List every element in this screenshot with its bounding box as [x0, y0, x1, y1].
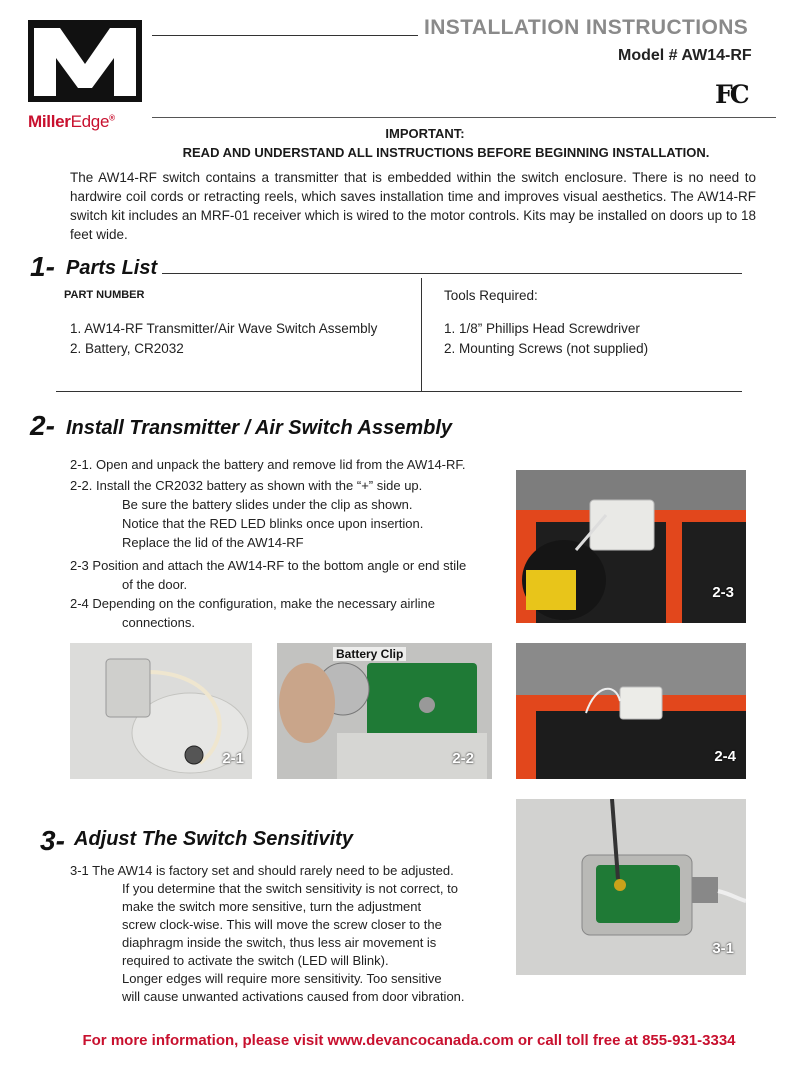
photo-2-1: [70, 643, 252, 779]
step-3-1-line: make the switch more sensitive, turn the adjustment: [122, 899, 422, 914]
section2-number: 2-: [30, 410, 55, 441]
part-item: 2. Battery, CR2032: [70, 341, 184, 356]
photo-label-2-3: 2-3: [712, 584, 734, 601]
section1-title: Parts List: [66, 257, 158, 279]
step-3-1-line: If you determine that the switch sensitivity is not correct, to: [122, 881, 458, 896]
photo-label-2-4: 2-4: [714, 748, 736, 765]
model-number: Model # AW14-RF: [618, 47, 752, 64]
tool-item: 1. 1/8” Phillips Head Screwdriver: [444, 321, 640, 336]
section3-number: 3-: [40, 825, 65, 856]
tool-item: 2. Mounting Screws (not supplied): [444, 341, 649, 356]
section2-title: Install Transmitter / Air Switch Assembly: [66, 417, 453, 439]
important-notice: READ AND UNDERSTAND ALL INSTRUCTIONS BEFORE BEGINNING INSTALLATION.: [182, 145, 710, 160]
photo-label-2-1: 2-1: [222, 750, 244, 767]
step-3-1-line: screw clock-wise. This will move the screw closer to the: [122, 917, 442, 932]
photo-label-2-2: 2-2: [452, 750, 474, 767]
column-divider: [421, 278, 422, 392]
section1-number: 1-: [30, 251, 55, 282]
step-2-1: 2-1. Open and unpack the battery and remove lid from the AW14-RF.: [70, 457, 466, 472]
section3-title: Adjust The Switch Sensitivity: [74, 828, 353, 850]
header-rule: [152, 117, 776, 118]
step-2-2-note: Notice that the RED LED blinks once upon insertion.: [122, 516, 424, 531]
step-3-1-line: Longer edges will require more sensitivity. Too sensitive: [122, 971, 442, 986]
parts-bottom-rule: [56, 391, 742, 392]
step-2-3-cont: of the door.: [122, 577, 188, 592]
part-item: 1. AW14-RF Transmitter/Air Wave Switch Assembly: [70, 321, 378, 336]
photo-label-3-1: 3-1: [712, 940, 734, 957]
step-2-3: 2-3 Position and attach the AW14-RF to the bottom angle or end stile: [70, 558, 467, 573]
battery-clip-label: Battery Clip: [333, 647, 406, 661]
intro-paragraph: The AW14-RF switch contains a transmitter that is embedded within the switch enclosure. There is no need to hardwire coil cords or retracting reels, which saves installation time and improves visual aesthetics. The AW14-RF switch kit includes an MRF-01 receiver which is wired to the motor controls. Kits may be installed on doors up to 18 feet wide.: [70, 170, 756, 242]
footer-contact: For more information, please visit www.devancocanada.com or call toll free at 855-931-3334: [82, 1032, 736, 1049]
section1-rule: [162, 273, 742, 274]
photo-2-3: [516, 470, 746, 623]
step-3-1-line: required to activate the switch (LED will Blink).: [122, 953, 389, 968]
document-title: INSTALLATION INSTRUCTIONS: [424, 16, 749, 39]
tools-header: Tools Required:: [444, 288, 538, 303]
photo-2-4: [516, 643, 746, 779]
part-number-header: PART NUMBER: [64, 289, 145, 301]
title-rule: [152, 35, 418, 36]
photo-3-1: [516, 799, 746, 975]
step-2-4: 2-4 Depending on the configuration, make the necessary airline: [70, 596, 435, 611]
step-2-4-cont: connections.: [122, 615, 195, 630]
step-3-1: 3-1 The AW14 is factory set and should rarely need to be adjusted.: [70, 863, 454, 878]
photo-2-2: [277, 643, 492, 779]
step-3-1-line: diaphragm inside the switch, thus less air movement is: [122, 935, 437, 950]
step-2-2-note: Be sure the battery slides under the clip as shown.: [122, 497, 413, 512]
step-2-2-note: Replace the lid of the AW14-RF: [122, 535, 304, 550]
step-2-2: 2-2. Install the CR2032 battery as shown with the “+” side up.: [70, 478, 423, 493]
step-3-1-line: will cause unwanted activations caused from door vibration.: [122, 989, 465, 1004]
fcc-logo: FC: [715, 80, 747, 109]
logo-m-icon: [28, 20, 142, 102]
important-heading: IMPORTANT:: [385, 126, 465, 141]
brand-name: MillerEdge®: [28, 112, 115, 131]
